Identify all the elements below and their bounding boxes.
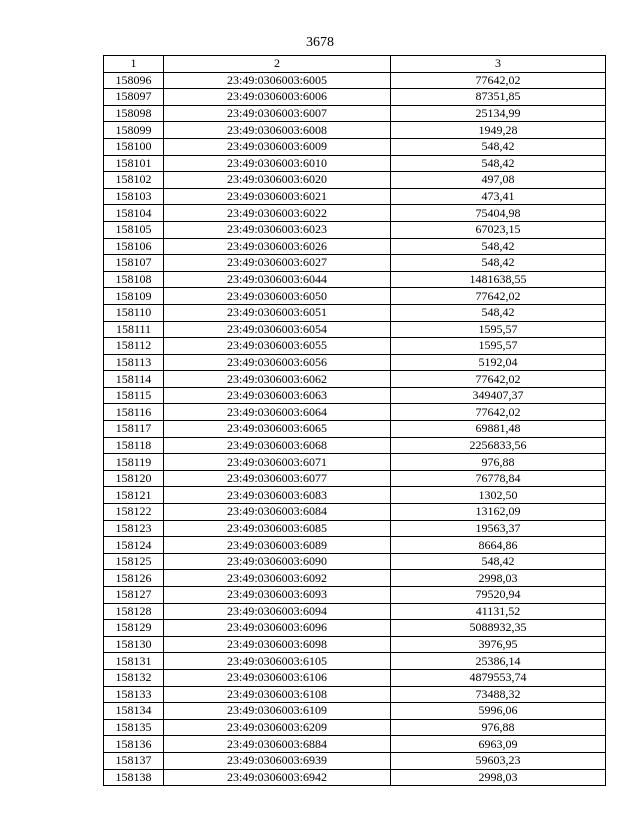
cadastral-number-cell: 23:49:0306003:6090 [164, 553, 391, 570]
value-cell: 77642,02 [391, 72, 606, 89]
row-number-cell: 158121 [104, 487, 164, 504]
table-row [104, 736, 606, 753]
value-cell: 2998,03 [391, 570, 606, 587]
value-cell: 497,08 [391, 172, 606, 189]
table-body [104, 72, 606, 786]
value-cell: 1595,57 [391, 338, 606, 355]
row-number-cell: 158124 [104, 537, 164, 554]
value-cell: 41131,52 [391, 603, 606, 620]
cadastral-number-cell: 23:49:0306003:6068 [164, 437, 391, 454]
value-cell: 77642,02 [391, 371, 606, 388]
cadastral-number-cell: 23:49:0306003:6021 [164, 188, 391, 205]
row-number-cell: 158127 [104, 587, 164, 604]
value-cell: 76778,84 [391, 470, 606, 487]
table-row [104, 238, 606, 255]
value-cell: 548,42 [391, 138, 606, 155]
cadastral-number-cell: 23:49:0306003:6020 [164, 172, 391, 189]
column-header-2: 2 [164, 56, 391, 73]
value-cell: 5192,04 [391, 354, 606, 371]
table-row [104, 371, 606, 388]
cadastral-number-cell: 23:49:0306003:6063 [164, 387, 391, 404]
table-row [104, 570, 606, 587]
cadastral-number-cell: 23:49:0306003:6942 [164, 769, 391, 786]
cadastral-number-cell: 23:49:0306003:6089 [164, 537, 391, 554]
value-cell: 548,42 [391, 155, 606, 172]
cadastral-number-cell: 23:49:0306003:6007 [164, 105, 391, 122]
row-number-cell: 158099 [104, 122, 164, 139]
cadastral-number-cell: 23:49:0306003:6006 [164, 89, 391, 106]
value-cell: 1595,57 [391, 321, 606, 338]
table-row [104, 354, 606, 371]
row-number-cell: 158117 [104, 421, 164, 438]
table-row [104, 221, 606, 238]
table-row [104, 603, 606, 620]
value-cell: 976,88 [391, 719, 606, 736]
value-cell: 25134,99 [391, 105, 606, 122]
value-cell: 87351,85 [391, 89, 606, 106]
row-number-cell: 158107 [104, 255, 164, 272]
table-row [104, 72, 606, 89]
table-row [104, 172, 606, 189]
row-number-cell: 158101 [104, 155, 164, 172]
table-row [104, 138, 606, 155]
value-cell: 3976,95 [391, 636, 606, 653]
table-row [104, 653, 606, 670]
cadastral-number-cell: 23:49:0306003:6092 [164, 570, 391, 587]
row-number-cell: 158096 [104, 72, 164, 89]
cadastral-number-cell: 23:49:0306003:6023 [164, 221, 391, 238]
value-cell: 59603,23 [391, 752, 606, 769]
cadastral-number-cell: 23:49:0306003:6065 [164, 421, 391, 438]
row-number-cell: 158135 [104, 719, 164, 736]
cadastral-number-cell: 23:49:0306003:6064 [164, 404, 391, 421]
cadastral-number-cell: 23:49:0306003:6009 [164, 138, 391, 155]
table-row [104, 338, 606, 355]
row-number-cell: 158126 [104, 570, 164, 587]
row-number-cell: 158123 [104, 520, 164, 537]
row-number-cell: 158129 [104, 620, 164, 637]
cadastral-number-cell: 23:49:0306003:6051 [164, 304, 391, 321]
value-cell: 1949,28 [391, 122, 606, 139]
value-cell: 5996,06 [391, 703, 606, 720]
row-number-cell: 158119 [104, 454, 164, 471]
table-row [104, 669, 606, 686]
row-number-cell: 158115 [104, 387, 164, 404]
table-row [104, 255, 606, 272]
value-cell: 79520,94 [391, 587, 606, 604]
table-row [104, 620, 606, 637]
cadastral-number-cell: 23:49:0306003:6106 [164, 669, 391, 686]
row-number-cell: 158100 [104, 138, 164, 155]
value-cell: 19563,37 [391, 520, 606, 537]
cadastral-number-cell: 23:49:0306003:6108 [164, 686, 391, 703]
row-number-cell: 158097 [104, 89, 164, 106]
table-row [104, 89, 606, 106]
value-cell: 67023,15 [391, 221, 606, 238]
cadastral-number-cell: 23:49:0306003:6098 [164, 636, 391, 653]
table-row [104, 454, 606, 471]
value-cell: 548,42 [391, 304, 606, 321]
table-row [104, 487, 606, 504]
table-row [104, 537, 606, 554]
cadastral-number-cell: 23:49:0306003:6005 [164, 72, 391, 89]
table-row [104, 304, 606, 321]
table-header [104, 56, 606, 73]
header-row [104, 56, 606, 73]
row-number-cell: 158125 [104, 553, 164, 570]
cadastral-number-cell: 23:49:0306003:6085 [164, 520, 391, 537]
table-row [104, 769, 606, 786]
table-row [104, 421, 606, 438]
data-table [103, 55, 606, 786]
table-row [104, 520, 606, 537]
cadastral-number-cell: 23:49:0306003:6054 [164, 321, 391, 338]
cadastral-number-cell: 23:49:0306003:6022 [164, 205, 391, 222]
value-cell: 2256833,56 [391, 437, 606, 454]
cadastral-number-cell: 23:49:0306003:6077 [164, 470, 391, 487]
column-header-1: 1 [104, 56, 164, 73]
table-row [104, 504, 606, 521]
row-number-cell: 158109 [104, 288, 164, 305]
cadastral-number-cell: 23:49:0306003:6062 [164, 371, 391, 388]
value-cell: 77642,02 [391, 404, 606, 421]
table-row [104, 437, 606, 454]
row-number-cell: 158118 [104, 437, 164, 454]
row-number-cell: 158122 [104, 504, 164, 521]
row-number-cell: 158130 [104, 636, 164, 653]
cadastral-number-cell: 23:49:0306003:6050 [164, 288, 391, 305]
row-number-cell: 158128 [104, 603, 164, 620]
cadastral-number-cell: 23:49:0306003:6083 [164, 487, 391, 504]
value-cell: 349407,37 [391, 387, 606, 404]
table-row [104, 122, 606, 139]
row-number-cell: 158104 [104, 205, 164, 222]
table-row [104, 587, 606, 604]
table-row [104, 553, 606, 570]
row-number-cell: 158112 [104, 338, 164, 355]
value-cell: 548,42 [391, 238, 606, 255]
table-row [104, 404, 606, 421]
cadastral-number-cell: 23:49:0306003:6008 [164, 122, 391, 139]
value-cell: 1481638,55 [391, 271, 606, 288]
value-cell: 548,42 [391, 553, 606, 570]
cadastral-number-cell: 23:49:0306003:6056 [164, 354, 391, 371]
table-row [104, 188, 606, 205]
cadastral-number-cell: 23:49:0306003:6027 [164, 255, 391, 272]
cadastral-number-cell: 23:49:0306003:6071 [164, 454, 391, 471]
table-row [104, 155, 606, 172]
cadastral-number-cell: 23:49:0306003:6209 [164, 719, 391, 736]
column-header-3: 3 [391, 56, 606, 73]
value-cell: 77642,02 [391, 288, 606, 305]
cadastral-number-cell: 23:49:0306003:6010 [164, 155, 391, 172]
row-number-cell: 158131 [104, 653, 164, 670]
value-cell: 2998,03 [391, 769, 606, 786]
value-cell: 69881,48 [391, 421, 606, 438]
cadastral-number-cell: 23:49:0306003:6884 [164, 736, 391, 753]
cadastral-number-cell: 23:49:0306003:6109 [164, 703, 391, 720]
page-number: 3678 [306, 35, 334, 50]
row-number-cell: 158102 [104, 172, 164, 189]
cadastral-number-cell: 23:49:0306003:6084 [164, 504, 391, 521]
row-number-cell: 158111 [104, 321, 164, 338]
value-cell: 4879553,74 [391, 669, 606, 686]
cadastral-number-cell: 23:49:0306003:6093 [164, 587, 391, 604]
row-number-cell: 158105 [104, 221, 164, 238]
cadastral-number-cell: 23:49:0306003:6055 [164, 338, 391, 355]
row-number-cell: 158098 [104, 105, 164, 122]
table-row [104, 205, 606, 222]
value-cell: 5088932,35 [391, 620, 606, 637]
row-number-cell: 158138 [104, 769, 164, 786]
row-number-cell: 158114 [104, 371, 164, 388]
table-row [104, 105, 606, 122]
table-row [104, 288, 606, 305]
row-number-cell: 158108 [104, 271, 164, 288]
value-cell: 473,41 [391, 188, 606, 205]
table-row [104, 752, 606, 769]
value-cell: 75404,98 [391, 205, 606, 222]
cadastral-number-cell: 23:49:0306003:6044 [164, 271, 391, 288]
row-number-cell: 158136 [104, 736, 164, 753]
value-cell: 13162,09 [391, 504, 606, 521]
cadastral-number-cell: 23:49:0306003:6939 [164, 752, 391, 769]
value-cell: 548,42 [391, 255, 606, 272]
value-cell: 976,88 [391, 454, 606, 471]
table-row [104, 321, 606, 338]
table-row [104, 719, 606, 736]
row-number-cell: 158116 [104, 404, 164, 421]
row-number-cell: 158137 [104, 752, 164, 769]
cadastral-number-cell: 23:49:0306003:6096 [164, 620, 391, 637]
row-number-cell: 158106 [104, 238, 164, 255]
table-row [104, 703, 606, 720]
row-number-cell: 158113 [104, 354, 164, 371]
row-number-cell: 158133 [104, 686, 164, 703]
table-row [104, 271, 606, 288]
table-row [104, 686, 606, 703]
cadastral-number-cell: 23:49:0306003:6026 [164, 238, 391, 255]
row-number-cell: 158132 [104, 669, 164, 686]
value-cell: 6963,09 [391, 736, 606, 753]
table-row [104, 470, 606, 487]
row-number-cell: 158120 [104, 470, 164, 487]
table-row [104, 636, 606, 653]
value-cell: 8664,86 [391, 537, 606, 554]
value-cell: 25386,14 [391, 653, 606, 670]
cadastral-number-cell: 23:49:0306003:6094 [164, 603, 391, 620]
table-row [104, 387, 606, 404]
value-cell: 73488,32 [391, 686, 606, 703]
value-cell: 1302,50 [391, 487, 606, 504]
row-number-cell: 158134 [104, 703, 164, 720]
cadastral-number-cell: 23:49:0306003:6105 [164, 653, 391, 670]
row-number-cell: 158110 [104, 304, 164, 321]
row-number-cell: 158103 [104, 188, 164, 205]
